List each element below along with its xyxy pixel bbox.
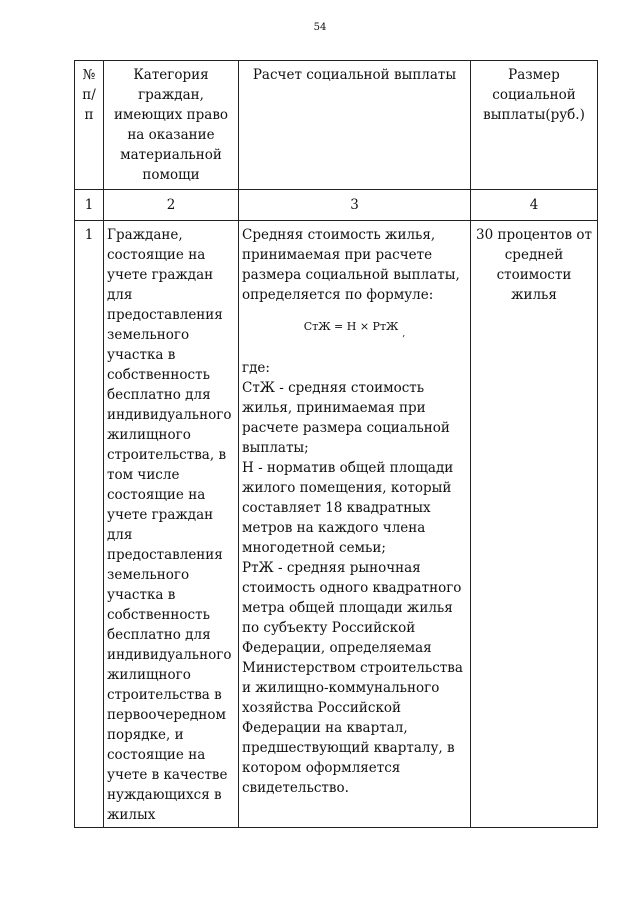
definition-rtzh: РтЖ - средняя рыночная стоимость одного квадратного метра общей площади жилья по субъекту Российской Федерации, определяемая Министерством строительства и жилищно-коммунального хозяйства Российской Федерации на квартал, предшествующий кварталу, в котором оформляется свидетельство.	[242, 560, 463, 796]
table-header-row	[75, 61, 598, 190]
where-label: где:	[242, 360, 270, 376]
table-row	[75, 221, 598, 828]
header-calculation: Расчет социальной выплаты	[239, 61, 471, 190]
header-amount: Размер социальной выплаты(руб.)	[471, 61, 598, 190]
header-number: № п/п	[75, 61, 104, 190]
page-number: 54	[313, 22, 327, 33]
calculation-intro: Средняя стоимость жилья, принимаемая при расчете размера социальной выплаты, определяется по формуле:	[242, 227, 460, 303]
row-calculation	[239, 221, 471, 828]
definition-n: Н - норматив общей площади жилого помещения, который составляет 18 квадратных метров на каждого члена многодетной семьи;	[242, 460, 454, 556]
row-amount: 30 процентов от средней стоимости жилья	[471, 221, 598, 828]
row-number: 1	[75, 221, 104, 828]
column-number-3: 3	[239, 190, 471, 221]
definition-stzh: СтЖ - средняя стоимость жилья, принимаемая при расчете размера социальной выплаты;	[242, 380, 450, 456]
header-category: Категория граждан, имеющих право на оказание материальной помощи	[104, 61, 239, 190]
payment-table	[74, 60, 598, 828]
column-number-4: 4	[471, 190, 598, 221]
column-number-1: 1	[75, 190, 104, 221]
row-category: Граждане, состоящие на учете граждан для предоставления земельного участка в собственность бесплатно для индивидуального жилищного строительства, в том числе состоящие на учете граждан для предоставления земельного участка в собственность бесплатно для индивидуального жилищного строительства в первоочередном порядке, и состоящие на учете в качестве нуждающихся в жилых	[104, 221, 239, 828]
column-number-2: 2	[104, 190, 239, 221]
formula-comma: ,	[402, 329, 406, 339]
formula	[242, 319, 467, 339]
column-number-row	[75, 190, 598, 221]
formula-expression: СтЖ = Н × РтЖ	[303, 320, 399, 333]
